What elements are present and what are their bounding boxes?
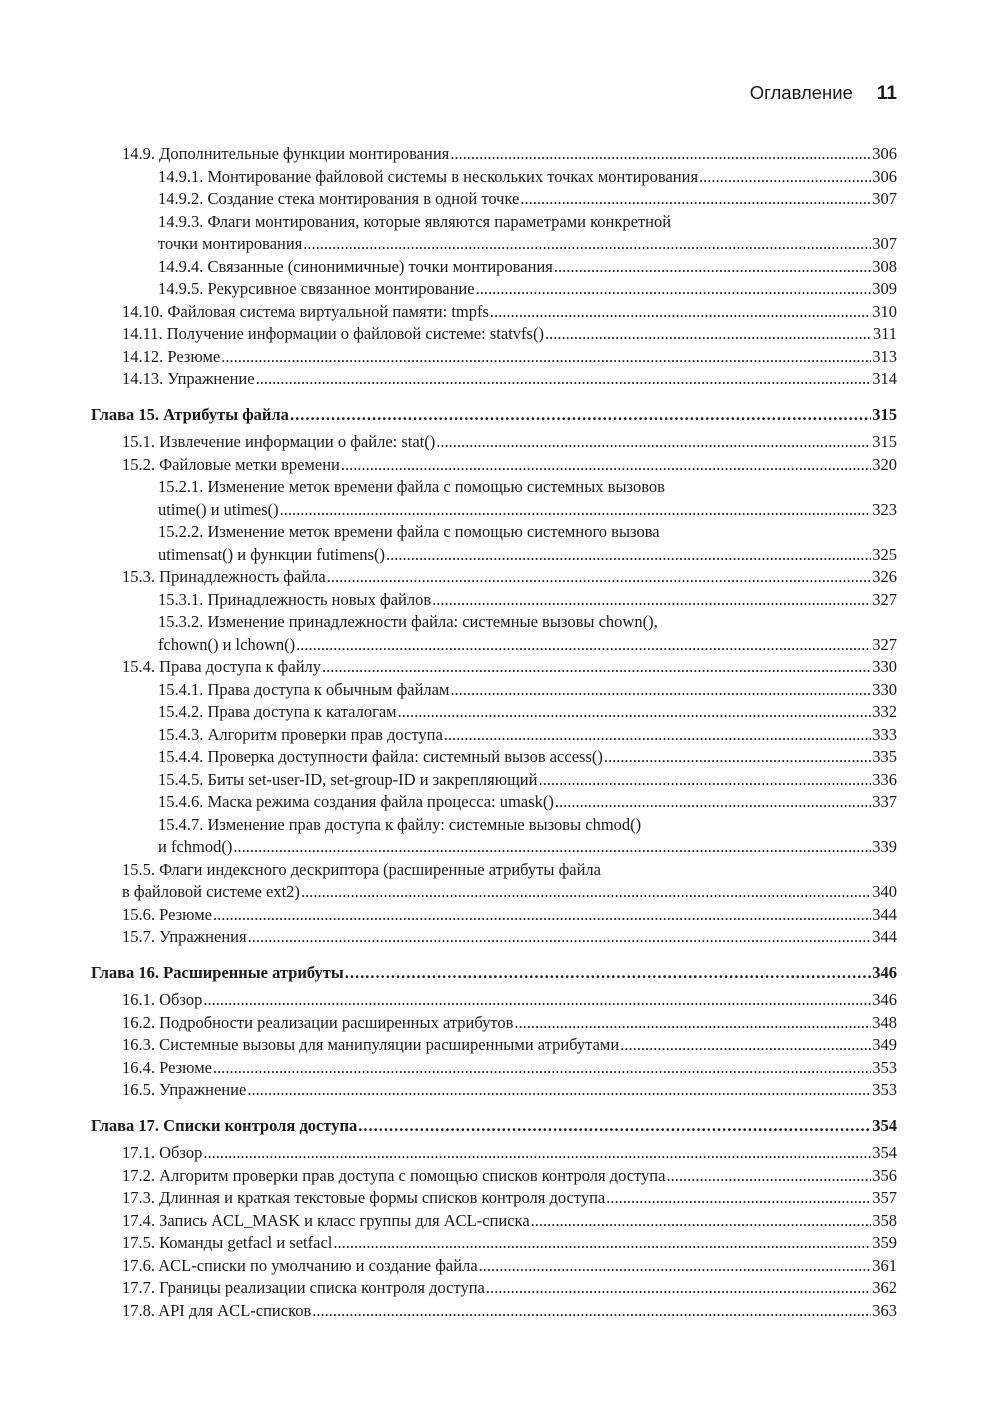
toc-entry[interactable] bbox=[91, 566, 897, 589]
toc-entry[interactable] bbox=[91, 611, 897, 656]
toc-entry-label: и fchmod() bbox=[158, 837, 233, 856]
toc-entry[interactable] bbox=[91, 1210, 897, 1233]
dot-leader bbox=[221, 346, 871, 369]
dot-leader bbox=[545, 323, 872, 346]
toc-entry[interactable] bbox=[91, 476, 897, 521]
dot-leader bbox=[490, 301, 871, 324]
toc-entry[interactable] bbox=[91, 724, 897, 747]
toc-entry-page: 306 bbox=[872, 166, 897, 186]
toc-entry[interactable] bbox=[91, 323, 897, 346]
dot-leader bbox=[666, 1165, 871, 1188]
toc-entry-label: 15.4.2. Права доступа к каталогам bbox=[158, 702, 397, 721]
toc-entry-page: 357 bbox=[872, 1188, 897, 1207]
toc-entry-page: 356 bbox=[872, 1165, 897, 1185]
toc-entry-label: 15.3. Принадлежность файла bbox=[122, 567, 326, 586]
dot-leader bbox=[296, 634, 871, 657]
toc-entry-page: 359 bbox=[872, 1233, 897, 1252]
dot-leader bbox=[520, 188, 871, 211]
toc-entry-label: 14.12. Резюме bbox=[122, 346, 221, 366]
toc-entry-page: 332 bbox=[872, 702, 897, 721]
toc-entry-label: 15.4.4. Проверка доступности файла: системный вызов access() bbox=[158, 747, 603, 766]
toc-entry-page: 325 bbox=[872, 544, 897, 564]
toc-entry-label: 15.7. Упражнения bbox=[122, 927, 247, 946]
toc-entry[interactable] bbox=[91, 1034, 897, 1057]
toc-entry-title-line: 15.4.7. Изменение прав доступа к файлу: системные вызовы chmod() bbox=[158, 814, 642, 834]
dot-leader bbox=[203, 989, 871, 1012]
toc-entry-label: 14.9.2. Создание стека монтирования в одной точке bbox=[158, 189, 520, 208]
toc-entry[interactable] bbox=[91, 746, 897, 769]
toc-entry-label: 14.9. Дополнительные функции монтирования bbox=[122, 144, 450, 163]
toc-entry-page: 320 bbox=[872, 454, 897, 474]
dot-leader bbox=[444, 724, 871, 747]
toc-entry[interactable] bbox=[91, 989, 897, 1012]
toc-entry[interactable] bbox=[91, 1165, 897, 1188]
dot-leader bbox=[486, 1277, 871, 1300]
toc-entry[interactable] bbox=[91, 1012, 897, 1035]
toc-entry-page: 314 bbox=[872, 369, 897, 388]
toc-entry-label: 17.7. Границы реализации списка контроля доступа bbox=[122, 1278, 485, 1297]
dot-leader bbox=[604, 746, 871, 769]
dot-leader bbox=[358, 1114, 871, 1137]
table-of-contents bbox=[91, 143, 897, 1322]
dot-leader bbox=[514, 1012, 871, 1035]
dot-leader bbox=[398, 701, 872, 724]
toc-entry[interactable] bbox=[91, 1142, 897, 1165]
toc-entry[interactable] bbox=[91, 926, 897, 949]
toc-entry[interactable] bbox=[91, 1255, 897, 1278]
dot-leader bbox=[620, 1034, 871, 1057]
toc-entry-label: 16.4. Резюме bbox=[122, 1057, 213, 1077]
dot-leader bbox=[213, 1057, 871, 1080]
toc-entry-label: 17.8. API для ACL-списков bbox=[122, 1300, 312, 1320]
toc-entry[interactable] bbox=[91, 143, 897, 166]
toc-entry[interactable] bbox=[91, 904, 897, 927]
dot-leader bbox=[554, 256, 871, 279]
toc-entry-label: 16.3. Системные вызовы для манипуляции расширенными атрибутами bbox=[122, 1035, 620, 1054]
toc-entry-label: 15.4.6. Маска режима создания файла процесса: umask() bbox=[158, 792, 554, 811]
toc-entry[interactable] bbox=[91, 454, 897, 477]
toc-entry-label: Глава 15. Атрибуты файла bbox=[91, 405, 289, 424]
dot-leader bbox=[303, 233, 871, 256]
dot-leader bbox=[312, 1300, 871, 1323]
dot-leader bbox=[280, 499, 872, 522]
toc-entry-page: 346 bbox=[872, 963, 897, 982]
toc-entry-page: 339 bbox=[872, 837, 897, 856]
toc-entry-page: 307 bbox=[872, 189, 897, 208]
toc-chapter[interactable] bbox=[91, 961, 897, 984]
dot-leader bbox=[203, 1142, 871, 1165]
dot-leader bbox=[538, 769, 871, 792]
toc-entry-page: 308 bbox=[872, 256, 897, 276]
toc-entry-page: 315 bbox=[872, 432, 897, 451]
toc-entry[interactable] bbox=[91, 589, 897, 612]
dot-leader bbox=[322, 656, 871, 679]
toc-entry-page: 354 bbox=[872, 1116, 897, 1135]
toc-entry-label: utime() и utimes() bbox=[158, 499, 279, 519]
toc-entry-page: 344 bbox=[872, 927, 897, 946]
toc-entry-page: 323 bbox=[872, 499, 897, 519]
dot-leader bbox=[531, 1210, 872, 1233]
dot-leader bbox=[233, 836, 871, 859]
dot-leader bbox=[699, 166, 871, 189]
toc-entry-page: 346 bbox=[872, 990, 897, 1009]
toc-entry-label: 15.4.5. Биты set-user-ID, set-group-ID и закрепляющий bbox=[158, 769, 538, 789]
toc-entry[interactable] bbox=[91, 791, 897, 814]
toc-entry-label: 17.3. Длинная и краткая текстовые формы списков контроля доступа bbox=[122, 1188, 606, 1207]
toc-entry[interactable] bbox=[91, 814, 897, 859]
toc-entry[interactable] bbox=[91, 679, 897, 702]
toc-entry-label: 15.2. Файловые метки времени bbox=[122, 454, 340, 474]
toc-entry-page: 306 bbox=[872, 144, 897, 163]
toc-entry-label: 14.10. Файловая система виртуальной памяти: tmpfs bbox=[122, 301, 489, 321]
page-number: 11 bbox=[876, 83, 897, 104]
toc-entry-label: в файловой системе ext2) bbox=[122, 882, 300, 901]
toc-entry-page: 354 bbox=[872, 1143, 897, 1162]
toc-entry[interactable] bbox=[91, 346, 897, 369]
toc-entry-page: 348 bbox=[872, 1012, 897, 1032]
dot-leader bbox=[436, 431, 871, 454]
toc-entry-page: 327 bbox=[872, 589, 897, 609]
toc-entry-page: 327 bbox=[872, 634, 897, 654]
toc-entry-page: 340 bbox=[872, 882, 897, 901]
toc-entry-label: 15.4.1. Права доступа к обычным файлам bbox=[158, 679, 450, 699]
dot-leader bbox=[479, 1255, 872, 1278]
toc-entry[interactable] bbox=[91, 166, 897, 189]
dot-leader bbox=[476, 278, 872, 301]
dot-leader bbox=[386, 544, 871, 567]
toc-entry[interactable] bbox=[91, 188, 897, 211]
toc-entry-label: 16.1. Обзор bbox=[122, 990, 203, 1009]
toc-entry[interactable] bbox=[91, 1187, 897, 1210]
toc-entry-page: 336 bbox=[872, 769, 897, 789]
dot-leader bbox=[290, 403, 871, 426]
toc-entry-page: 313 bbox=[872, 346, 897, 366]
toc-entry[interactable] bbox=[91, 769, 897, 792]
toc-entry-page: 307 bbox=[872, 234, 897, 253]
dot-leader bbox=[213, 904, 871, 927]
toc-entry[interactable] bbox=[91, 1232, 897, 1255]
toc-entry-title-line: 15.5. Флаги индексного дескриптора (расширенные атрибуты файла bbox=[122, 859, 601, 879]
toc-entry-page: 353 bbox=[872, 1080, 897, 1099]
dot-leader bbox=[327, 566, 872, 589]
toc-entry-label: 17.2. Алгоритм проверки прав доступа с помощью списков контроля доступа bbox=[122, 1165, 666, 1185]
toc-entry-label: 14.9.1. Монтирование файловой системы в нескольких точках монтирования bbox=[158, 166, 699, 186]
toc-entry-page: 362 bbox=[872, 1278, 897, 1297]
toc-entry-label: Глава 16. Расширенные атрибуты bbox=[91, 963, 344, 982]
toc-entry-label: точки монтирования bbox=[158, 234, 303, 253]
toc-entry[interactable] bbox=[91, 278, 897, 301]
toc-entry-page: 310 bbox=[872, 301, 897, 321]
toc-entry-label: Глава 17. Списки контроля доступа bbox=[91, 1116, 358, 1135]
toc-entry-page: 344 bbox=[872, 904, 897, 924]
toc-entry-title-line: 15.3.2. Изменение принадлежности файла: системные вызовы chown(), bbox=[158, 612, 658, 631]
toc-entry[interactable] bbox=[91, 656, 897, 679]
toc-entry-title-line: 14.9.3. Флаги монтирования, которые являются параметрами конкретной bbox=[158, 211, 672, 231]
toc-entry-page: 335 bbox=[872, 747, 897, 766]
running-header bbox=[750, 81, 897, 106]
dot-leader bbox=[248, 926, 872, 949]
toc-chapter[interactable] bbox=[91, 1114, 897, 1137]
toc-entry[interactable] bbox=[91, 256, 897, 279]
toc-entry-label: 17.1. Обзор bbox=[122, 1143, 203, 1162]
dot-leader bbox=[256, 368, 872, 391]
toc-entry-label: 15.6. Резюме bbox=[122, 904, 213, 924]
toc-entry-title-line: 15.2.1. Изменение меток времени файла с помощью системных вызовов bbox=[158, 477, 665, 496]
toc-entry-label: 16.2. Подробности реализации расширенных атрибутов bbox=[122, 1012, 514, 1032]
toc-entry-page: 353 bbox=[872, 1057, 897, 1077]
toc-entry-label: 17.5. Команды getfacl и setfacl bbox=[122, 1233, 333, 1252]
toc-entry-label: 14.9.4. Связанные (синонимичные) точки монтирования bbox=[158, 256, 553, 276]
toc-entry-page: 363 bbox=[872, 1300, 897, 1320]
toc-entry-label: 17.6. ACL-списки по умолчанию и создание файла bbox=[122, 1255, 478, 1275]
toc-entry-page: 315 bbox=[872, 405, 897, 424]
toc-entry[interactable] bbox=[91, 431, 897, 454]
toc-entry-page: 333 bbox=[872, 724, 897, 744]
toc-entry-page: 311 bbox=[872, 324, 897, 343]
dot-leader bbox=[450, 143, 871, 166]
dot-leader bbox=[345, 961, 871, 984]
dot-leader bbox=[606, 1187, 871, 1210]
toc-entry[interactable] bbox=[91, 211, 897, 256]
toc-entry[interactable] bbox=[91, 368, 897, 391]
toc-entry-page: 309 bbox=[872, 279, 897, 298]
toc-entry-label: 17.4. Запись ACL_MASK и класс группы для ACL-списка bbox=[122, 1210, 530, 1230]
toc-entry[interactable] bbox=[91, 521, 897, 566]
toc-entry[interactable] bbox=[91, 1300, 897, 1323]
toc-entry[interactable] bbox=[91, 1277, 897, 1300]
toc-entry[interactable] bbox=[91, 301, 897, 324]
dot-leader bbox=[450, 679, 871, 702]
toc-entry-label: 15.3.1. Принадлежность новых файлов bbox=[158, 589, 432, 609]
toc-entry-label: 16.5. Упражнение bbox=[122, 1080, 247, 1099]
dot-leader bbox=[247, 1079, 871, 1102]
dot-leader bbox=[301, 881, 871, 904]
toc-entry-label: 15.4. Права доступа к файлу bbox=[122, 657, 322, 676]
toc-entry-page: 326 bbox=[872, 567, 897, 586]
toc-chapter[interactable] bbox=[91, 403, 897, 426]
toc-entry-page: 330 bbox=[872, 657, 897, 676]
toc-entry-label: 14.11. Получение информации о файловой системе: statvfs() bbox=[122, 324, 544, 343]
dot-leader bbox=[333, 1232, 871, 1255]
toc-entry-page: 358 bbox=[872, 1210, 897, 1230]
toc-entry-page: 330 bbox=[872, 679, 897, 699]
toc-entry-page: 349 bbox=[872, 1035, 897, 1054]
dot-leader bbox=[341, 454, 871, 477]
toc-entry[interactable] bbox=[91, 701, 897, 724]
toc-entry-label: 15.4.3. Алгоритм проверки прав доступа bbox=[158, 724, 443, 744]
dot-leader bbox=[432, 589, 871, 612]
toc-entry-label: fchown() и lchown() bbox=[158, 634, 296, 654]
running-header-title: Оглавление bbox=[749, 82, 853, 103]
toc-entry-label: 15.1. Извлечение информации о файле: stat() bbox=[122, 432, 436, 451]
toc-entry-label: utimensat() и функции futimens() bbox=[158, 544, 385, 564]
toc-entry[interactable] bbox=[91, 859, 897, 904]
toc-entry-page: 337 bbox=[872, 792, 897, 811]
toc-entry-label: 14.13. Упражнение bbox=[122, 369, 255, 388]
toc-entry[interactable] bbox=[91, 1057, 897, 1080]
toc-entry-label: 14.9.5. Рекурсивное связанное монтирование bbox=[158, 279, 475, 298]
toc-entry-title-line: 15.2.2. Изменение меток времени файла с помощью системного вызова bbox=[158, 522, 660, 541]
toc-entry[interactable] bbox=[91, 1079, 897, 1102]
toc-entry-page: 361 bbox=[872, 1255, 897, 1275]
dot-leader bbox=[555, 791, 871, 814]
